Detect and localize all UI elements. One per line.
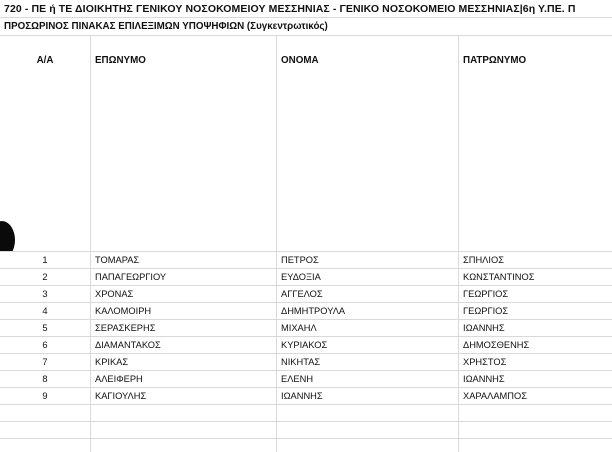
- empty-cell: [91, 422, 277, 438]
- father-name-cell: ΙΩΑΝΝΗΣ: [463, 374, 505, 384]
- name-cell: ΕΥΔΟΞΙΑ: [277, 269, 459, 285]
- father-name-cell: ΔΗΜΟΣΘΕΝΗΣ: [463, 340, 530, 350]
- empty-cell: [277, 422, 459, 438]
- father-name-cell: ΙΩΑΝΝΗΣ: [463, 323, 505, 333]
- row-number-cell: 2: [0, 269, 91, 285]
- table-header-row: [0, 36, 612, 252]
- table-row: [0, 354, 612, 371]
- father-name-cell: ΧΡΗΣΤΟΣ: [463, 357, 507, 367]
- father-name-cell: ΚΩΝΣΤΑΝΤΙΝΟΣ: [463, 272, 535, 282]
- table-row: [0, 286, 612, 303]
- column-header-surname: ΕΠΩΝΥΜΟ: [91, 36, 277, 252]
- empty-table-row: [0, 422, 612, 439]
- name-cell: ΑΓΓΕΛΟΣ: [277, 286, 459, 302]
- surname-cell: ΚΑΛΟΜΟΙΡΗ: [91, 303, 277, 319]
- row-number-cell: 8: [0, 371, 91, 387]
- surname-cell: ΠΑΠΑΓΕΩΡΓΙΟΥ: [91, 269, 277, 285]
- table-row: [0, 303, 612, 320]
- sheet-title: 720 - ΠΕ ή ΤΕ ΔΙΟΙΚΗΤΗΣ ΓΕΝΙΚΟΥ ΝΟΣΟΚΟΜΕΙΟΥ ΜΕΣΣΗΝΙΑΣ - ΓΕΝΙΚΟ ΝΟΣΟΚΟΜΕΙΟ ΜΕΣΣΗΝΙΑΣ|6η Υ.ΠΕ. Π: [0, 0, 612, 18]
- surname-cell: ΧΡΟΝΑΣ: [91, 286, 277, 302]
- father-name-cell: ΓΕΩΡΓΙΟΣ: [463, 289, 509, 299]
- table-row: [0, 388, 612, 405]
- surname-cell: ΑΛΕΙΦΕΡΗ: [91, 371, 277, 387]
- row-number-cell: 4: [0, 303, 91, 319]
- name-cell: ΠΕΤΡΟΣ: [277, 252, 459, 268]
- empty-cell: [277, 439, 459, 452]
- surname-cell: ΚΑΓΙΟΥΛΗΣ: [91, 388, 277, 404]
- column-header-name: ΟΝΟΜΑ: [277, 36, 459, 252]
- row-number-cell: 1: [0, 252, 91, 268]
- table-row: [0, 371, 612, 388]
- row-number-cell: 5: [0, 320, 91, 336]
- column-header-father-name: ΠΑΤΡΩΝΥΜΟ: [463, 55, 527, 66]
- table-row: [0, 320, 612, 337]
- empty-cell: [0, 439, 91, 452]
- name-cell: ΕΛΕΝΗ: [277, 371, 459, 387]
- father-name-cell: ΓΕΩΡΓΙΟΣ: [463, 306, 509, 316]
- empty-cell: [459, 439, 612, 452]
- empty-cell: [459, 405, 612, 421]
- sheet-subtitle: ΠΡΟΣΩΡΙΝΟΣ ΠΙΝΑΚΑΣ ΕΠΙΛΕΞΙΜΩΝ ΥΠΟΨΗΦΙΩΝ (Συγκεντρωτικός): [0, 18, 612, 36]
- empty-cell: [0, 422, 91, 438]
- father-name-cell: ΧΑΡΑΛΑΜΠΟΣ: [463, 391, 527, 401]
- row-number-cell: 3: [0, 286, 91, 302]
- row-number-cell: 7: [0, 354, 91, 370]
- row-number-cell: 6: [0, 337, 91, 353]
- surname-cell: ΚΡΙΚΑΣ: [91, 354, 277, 370]
- empty-cell: [91, 439, 277, 452]
- name-cell: ΔΗΜΗΤΡΟΥΛΑ: [277, 303, 459, 319]
- empty-cell: [459, 422, 612, 438]
- name-cell: ΙΩΑΝΝΗΣ: [277, 388, 459, 404]
- empty-cell: [0, 405, 91, 421]
- name-cell: ΝΙΚΗΤΑΣ: [277, 354, 459, 370]
- table-row: [0, 252, 612, 269]
- row-number-cell: 9: [0, 388, 91, 404]
- surname-cell: ΣΕΡΑΣΚΕΡΗΣ: [91, 320, 277, 336]
- father-name-cell: ΣΠΗΛΙΟΣ: [463, 255, 504, 265]
- name-cell: ΜΙΧΑΗΛ: [277, 320, 459, 336]
- surname-cell: ΤΟΜΑΡΑΣ: [91, 252, 277, 268]
- empty-cell: [277, 405, 459, 421]
- column-header-number: Α/Α: [0, 36, 91, 252]
- name-cell: ΚΥΡΙΑΚΟΣ: [277, 337, 459, 353]
- empty-table-row: [0, 439, 612, 452]
- surname-cell: ΔΙΑΜΑΝΤΑΚΟΣ: [91, 337, 277, 353]
- empty-cell: [91, 405, 277, 421]
- table-row: [0, 269, 612, 286]
- table-row: [0, 337, 612, 354]
- empty-table-row: [0, 405, 612, 422]
